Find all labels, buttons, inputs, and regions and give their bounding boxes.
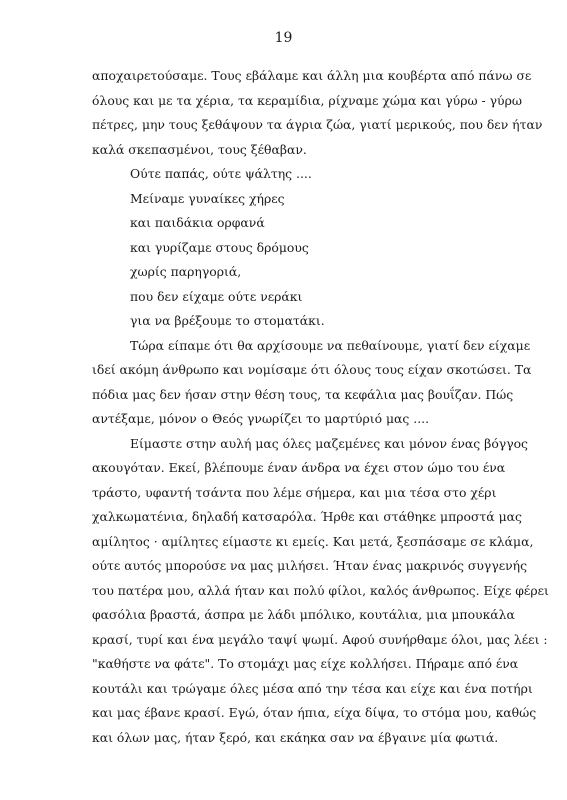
text-line: πέτρες, μην τους ξεθάψουν τα άγρια ζώα, γιατί μερικούς, που δεν ήταν (92, 117, 543, 132)
text-line: χαλκωματένια, δηλαδή κατσαρόλα. Ήρθε και στάθηκε μπροστά μας (92, 509, 522, 524)
text-line: και μας έβανε κρασί. Εγώ, όταν ήπια, είχα δίψα, το στόμα μου, καθώς (92, 705, 537, 720)
text-line: ούτε αυτός μπορούσε να μας μιλήσει. Ήταν ένας μακρινός συγγενής (92, 558, 528, 573)
text-line: τράστο, υφαντή τσάντα που λέμε σήμερα, και μια τέσα στο χέρι (92, 484, 497, 500)
text-line: "καθήστε να φάτε". Το στομάχι μας είχε κολλήσει. Πήραμε από ένα (92, 656, 519, 671)
text-line: του πατέρα μου, αλλά ήταν και πολύ φίλοι, καλός άνθρωπος. Είχε φέρει (92, 582, 549, 598)
text-line: αποχαιρετούσαμε. Τους εβάλαμε και άλλη μια κουβέρτα από πάνω σε (92, 68, 532, 83)
verse-line: και γυρίζαμε στους δρόμους (130, 239, 309, 255)
text-line: κουτάλι και τρώγαμε όλες μέσα από την τέσα και είχε και ένα ποτήρι (92, 680, 533, 696)
paragraph-first-line: Τώρα είπαμε ότι θα αρχίσουμε να πεθαίνουμε, γιατί δεν είχαμε (130, 337, 531, 353)
body-text (92, 64, 549, 750)
text-line: αντέξαμε, μόνον ο Θεός γνωρίζει το μαρτύριό μας .... (92, 411, 430, 426)
text-line: ακουγόταν. Εκεί, βλέπουμε έναν άνδρα να έχει στον ώμο του ένα (92, 460, 506, 475)
text-line: καλά σκεπασμένοι, τους ξέθαβαν. (92, 141, 307, 157)
page-number: 19 (274, 30, 293, 46)
verse-line: για να βρέξουμε το στοματάκι. (130, 313, 325, 328)
text-line: και όλων μας, ήταν ξερό, και εκάηκα σαν να έβγαινε μία φωτιά. (92, 729, 499, 745)
paragraph-first-line: Είμαστε στην αυλή μας όλες μαζεμένες και μόνον ένας βόγγος (130, 435, 528, 451)
verse-line: που δεν είχαμε ούτε νεράκι (130, 288, 303, 304)
text-line: φασόλια βραστά, άσπρα με λάδι μπόλικο, κουτάλια, μια μπουκάλα (92, 607, 515, 622)
text-line: πόδια μας δεν ήσαν στην θέση τους, τα κεφάλια μας βουΐζαν. Πώς (92, 386, 514, 402)
verse-line: Μείναμε γυναίκες χήρες (130, 190, 285, 206)
text-line: αμίλητος · αμίλητες είμαστε κι εμείς. Και μετά, ξεσπάσαμε σε κλάμα, (92, 533, 534, 549)
verse-line: Ούτε παπάς, ούτε ψάλτης .... (130, 166, 312, 181)
verse-line: και παιδάκια ορφανά (130, 215, 265, 230)
verse-line: χωρίς παρηγοριά, (130, 264, 242, 279)
text-line: όλους και με τα χέρια, τα κεραμίδια, ρίχναμε χώμα και γύρω - γύρω (92, 92, 522, 108)
text-line: κρασί, τυρί και ένα μεγάλο ταψί ψωμί. Αφού συνήρθαμε όλοι, μας λέει : (92, 631, 548, 647)
text-line: ιδεί ακόμη άνθρωπο και νομίσαμε ότι όλους τους είχαν σκοτώσει. Τα (92, 362, 532, 377)
